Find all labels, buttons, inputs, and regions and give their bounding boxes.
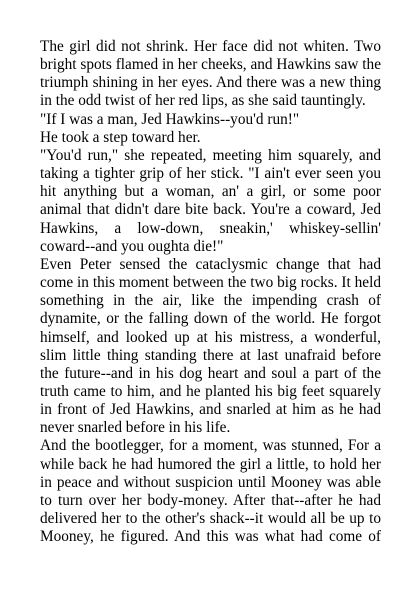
paragraph-1: The girl did not shrink. Her face did not whiten. Two bright spots flamed in her cheeks, and Hawkins saw the triumph shining in her eyes. And there was a new thing in the odd twist of her red lips, as she said tauntingly. [40,38,381,110]
paragraph-3: He took a step toward her. [40,128,201,146]
paragraph-2: "If I was a man, Jed Hawkins--you'd run!" [40,110,300,128]
book-page [40,38,381,546]
paragraph-4: "You'd run," she repeated, meeting him squarely, and taking a tighter grip of her stick. "I ain't ever seen you hit anything but a woman, an' a girl, or some poor animal that didn't dare bite back. You're a coward, Jed Hawkins, a low-down, sneakin,' whiskey-sellin' coward--and you oughta die!" [40,146,381,255]
paragraph-6: And the bootlegger, for a moment, was stunned, For a while back he had humored the girl a little, to hold her in peace and without suspicion until Mooney was able to turn over her body-money. After that--after he had delivered her to the other's shack--it would all be up to Mooney, he figured. And this was what had come of [40,437,381,546]
paragraph-5: Even Peter sensed the cataclysmic change that had come in this moment between the two big rocks. It held something in the air, like the impending crash of dynamite, or the falling down of the world. He forgot himself, and looked up at his mistress, a wonderful, slim little thing standing there at last unafraid before the future--and in his dog heart and soul a part of the truth came to him, and he planted his big feet squarely in front of Jed Hawkins, and snarled at him as he had never snarled before in his life. [40,255,381,437]
